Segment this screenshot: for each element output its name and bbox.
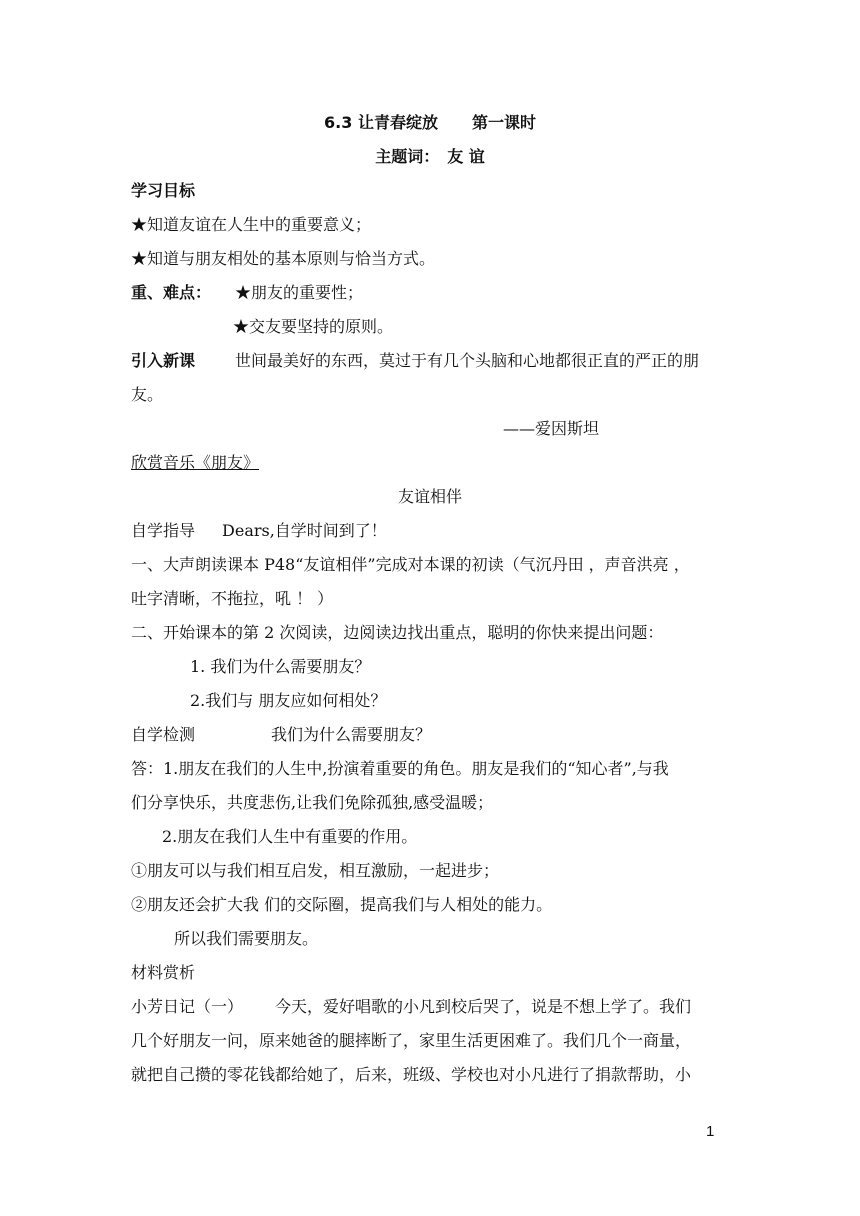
objectives-heading: 学习目标 [131,181,196,200]
key-point-item: ★朋友的重要性； [235,283,364,302]
intro-text-continued: 友。 [131,385,164,404]
self-check-question: 我们为什么需要朋友？ [271,725,432,744]
step-two: 二、开始课本的第 2 次阅读，边阅读边找出重点，聪明的你快来提出问题： [131,623,664,642]
step-one-continued: 吐字清晰，不拖拉，吼 ！ ） [131,589,334,608]
quote-attribution: ——爱因斯坦 [503,419,600,438]
key-points-label: 重、难点： [131,283,212,302]
question-item: 2.我们与 朋友应如何相处？ [190,691,387,710]
material-heading: 材料赏析 [131,963,196,982]
diary-label: 小芳日记（一） [131,997,244,1016]
self-check-line [131,724,431,746]
intro-line [131,350,699,372]
theme-word: 友 谊 [447,147,485,166]
answer-sub-point: ②朋友还会扩大我 们的交际圈，提高我们与人相处的能力。 [131,895,553,914]
answer-line: 们分享快乐，共度悲伤,让我们免除孤独,感受温暖； [131,793,494,812]
objective-item: ★知道友谊在人生中的重要意义； [131,215,372,234]
self-check-label: 自学检测 [131,725,196,744]
answer-line: 答：1.朋友在我们的人生中,扮演着重要的角色。朋友是我们的“知心者”,与我 [131,759,669,778]
diary-line: 就把自己攒的零花钱都给她了，后来，班级、学校也对小凡进行了捐款帮助，小 [131,1065,692,1084]
theme-line [0,146,860,168]
self-study-text: Dears,自学时间到了！ [222,521,387,540]
title-text: 6.3 让青春绽放 [324,113,438,132]
key-point-item: ★交友要坚持的原则。 [233,317,394,336]
key-points-line [131,282,363,304]
music-link[interactable]: 欣赏音乐《朋友》 [131,453,260,472]
question-item: 1. 我们为什么需要朋友？ [190,657,371,676]
answer-point: 2.朋友在我们人生中有重要的作用。 [162,827,418,846]
answer-conclusion: 所以我们需要朋友。 [174,929,319,948]
document-title [0,112,860,134]
step-one: 一、大声朗读课本 P48“友谊相伴”完成对本课的初读（气沉丹田 ，声音洪亮 ， [131,555,690,574]
page-number: 1 [706,1123,715,1140]
theme-label: 主题词： [375,147,440,166]
intro-label: 引入新课 [131,351,196,370]
diary-line [131,996,691,1018]
self-study-label: 自学指导 [131,521,196,540]
intro-text: 世间最美好的东西，莫过于有几个头脑和心地都很正直的严正的朋 [235,351,700,370]
answer-sub-point: ①朋友可以与我们相互启发，相互激励，一起进步； [131,861,500,880]
diary-line: 几个好朋友一问，原来她爸的腿摔断了，家里生活更困难了。我们几个一商量， [131,1031,692,1050]
objective-item: ★知道与朋友相处的基本原则与恰当方式。 [131,249,436,268]
section-title: 友谊相伴 [397,487,462,506]
self-study-line [131,520,387,542]
diary-text: 今天，爱好唱歌的小凡到校后哭了，说是不想上学了。我们 [275,997,692,1016]
title-suffix: 第一课时 [471,113,536,132]
